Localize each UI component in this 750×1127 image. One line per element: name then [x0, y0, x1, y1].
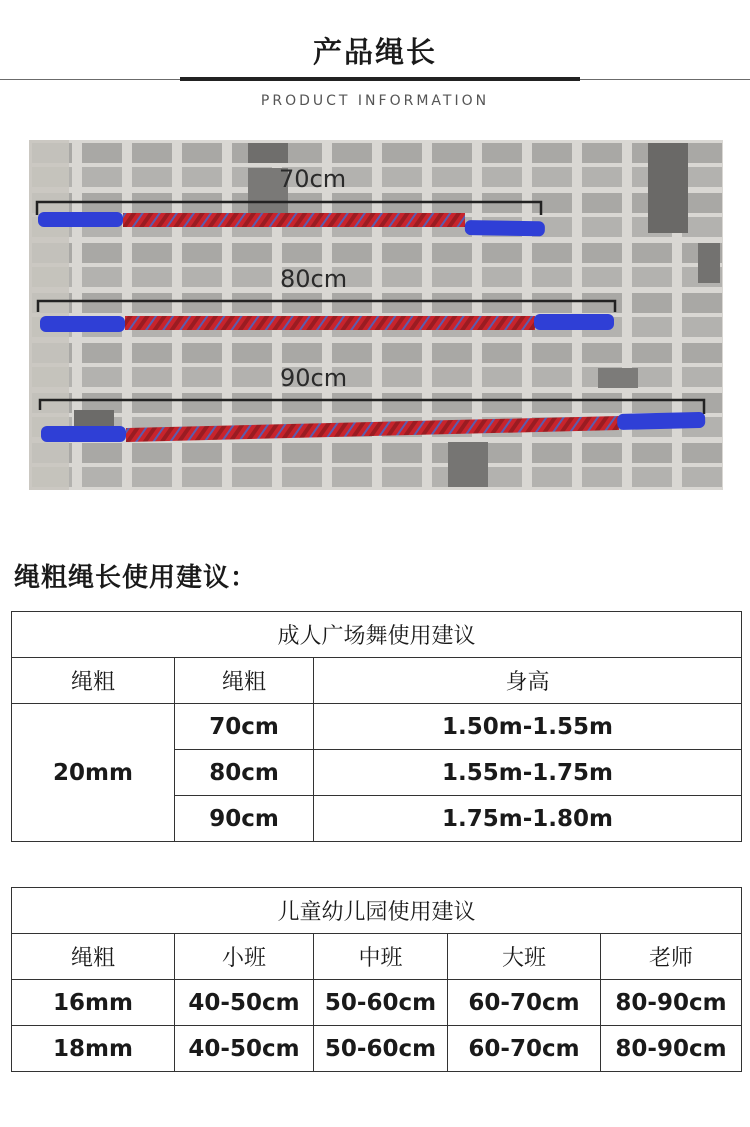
- thickness-cell: 16mm: [12, 980, 175, 1026]
- column-header: 中班: [314, 934, 448, 980]
- kids-table-caption: 儿童幼儿园使用建议: [12, 888, 742, 934]
- column-header: 小班: [175, 934, 314, 980]
- length-cell: 60-70cm: [448, 980, 601, 1026]
- section-heading: 绳粗绳长使用建议：: [14, 563, 258, 593]
- length-cell: 90cm: [175, 796, 314, 842]
- length-cell: 50-60cm: [314, 980, 448, 1026]
- thickness-cell: 18mm: [12, 1026, 175, 1072]
- length-label-70: 70cm: [279, 165, 347, 193]
- length-cell: 80-90cm: [601, 1026, 742, 1072]
- kids-usage-table: [11, 887, 742, 1072]
- height-cell: 1.55m-1.75m: [314, 750, 742, 796]
- column-header: 老师: [601, 934, 742, 980]
- column-header: 绳粗: [12, 934, 175, 980]
- adult-usage-table: [11, 611, 742, 842]
- column-header: 身高: [314, 658, 742, 704]
- page-subtitle: PRODUCT INFORMATION: [260, 93, 490, 109]
- column-header: 绳粗: [175, 658, 314, 704]
- length-label-80: 80cm: [280, 265, 348, 293]
- length-cell: 40-50cm: [175, 980, 314, 1026]
- height-cell: 1.75m-1.80m: [314, 796, 742, 842]
- rope-lengths-photo: [29, 140, 723, 490]
- rope-80cm: [40, 314, 614, 332]
- length-cell: 70cm: [175, 704, 314, 750]
- length-cell: 40-50cm: [175, 1026, 314, 1072]
- title-underline: [180, 77, 580, 81]
- adult-table-caption: 成人广场舞使用建议: [12, 612, 742, 658]
- height-cell: 1.50m-1.55m: [314, 704, 742, 750]
- length-cell: 50-60cm: [314, 1026, 448, 1072]
- length-label-90: 90cm: [280, 364, 348, 392]
- length-cell: 80-90cm: [601, 980, 742, 1026]
- thickness-cell: 20mm: [12, 704, 175, 842]
- page-title: 产品绳长: [312, 35, 437, 69]
- length-cell: 80cm: [175, 750, 314, 796]
- column-header: 大班: [448, 934, 601, 980]
- length-cell: 60-70cm: [448, 1026, 601, 1072]
- column-header: 绳粗: [12, 658, 175, 704]
